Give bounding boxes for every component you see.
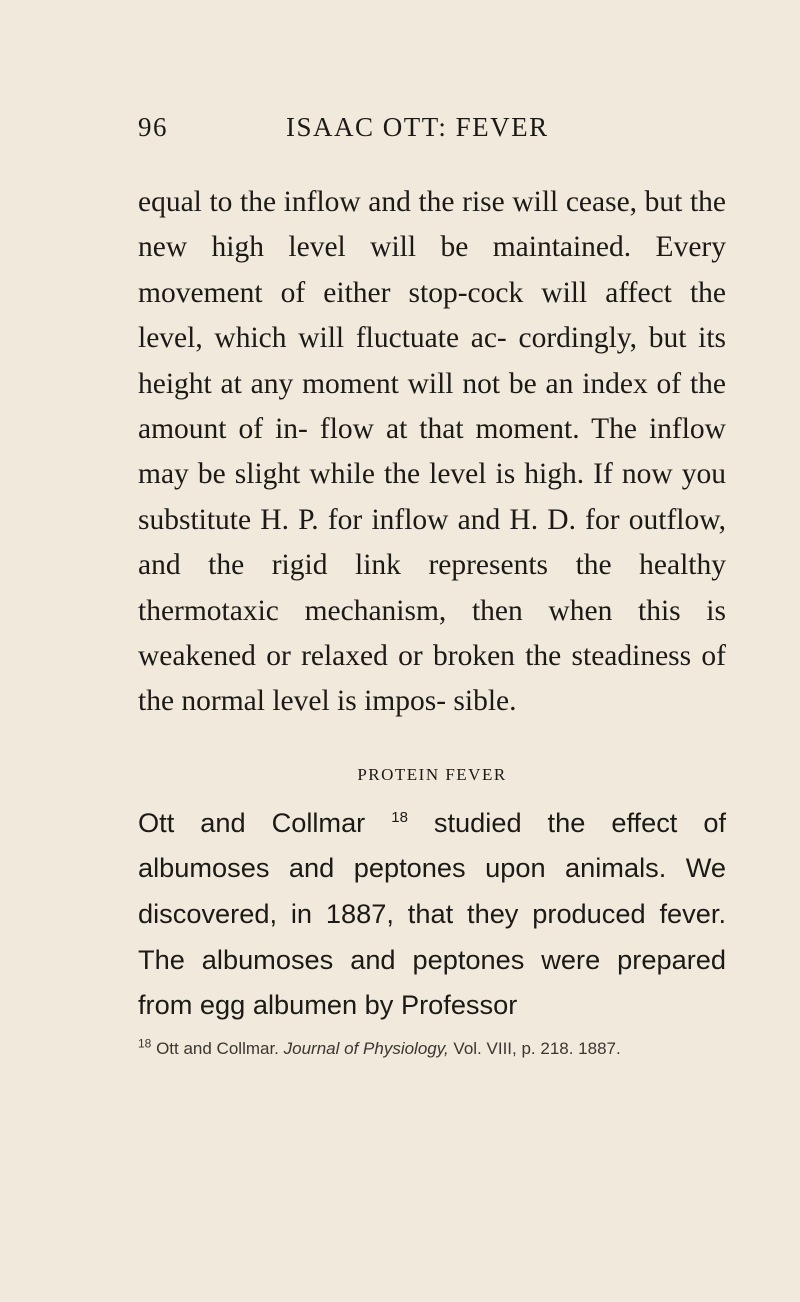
paragraph-text-start: Ott and Collmar [138, 806, 392, 838]
footnote-marker: 18 [138, 1036, 152, 1051]
footnote [138, 1036, 726, 1062]
footnote-authors: Ott and Collmar. [151, 1038, 284, 1058]
running-head: ISAAC OTT: FEVER [286, 112, 549, 142]
footnote-journal: Journal of Physiology, [283, 1038, 449, 1058]
paragraph-protein-fever [138, 800, 726, 1028]
page-header [138, 112, 726, 148]
footnote-details: Vol. VIII, p. 218. 1887. [448, 1038, 621, 1058]
paragraph-continuation: equal to the inflow and the rise will cease, but the new high level will be maintained. Every movement of either stop-cock will affect the level, which will fluctuate ac- cordingly, but its height at any moment will not be an index of the amount of in- flow at that moment. The inflow may be slight while the level is high. If now you substitute H. P. for inflow and H. D. for outflow, and the rigid link represents the healthy thermotaxic mechanism, then when this is weakened or relaxed or broken the steadiness of the normal level is impos- sible. [138, 186, 726, 718]
page-number: 96 [138, 112, 168, 142]
section-heading: PROTEIN FEVER [357, 764, 507, 784]
paragraph-text-rest: studied the effect of albumoses and peptones upon animals. We discovered, in 1887, that they produced fever. The albumoses and peptones were prepared from egg albumen by Professor [138, 806, 727, 1021]
footnote-reference: 18 [391, 808, 408, 826]
